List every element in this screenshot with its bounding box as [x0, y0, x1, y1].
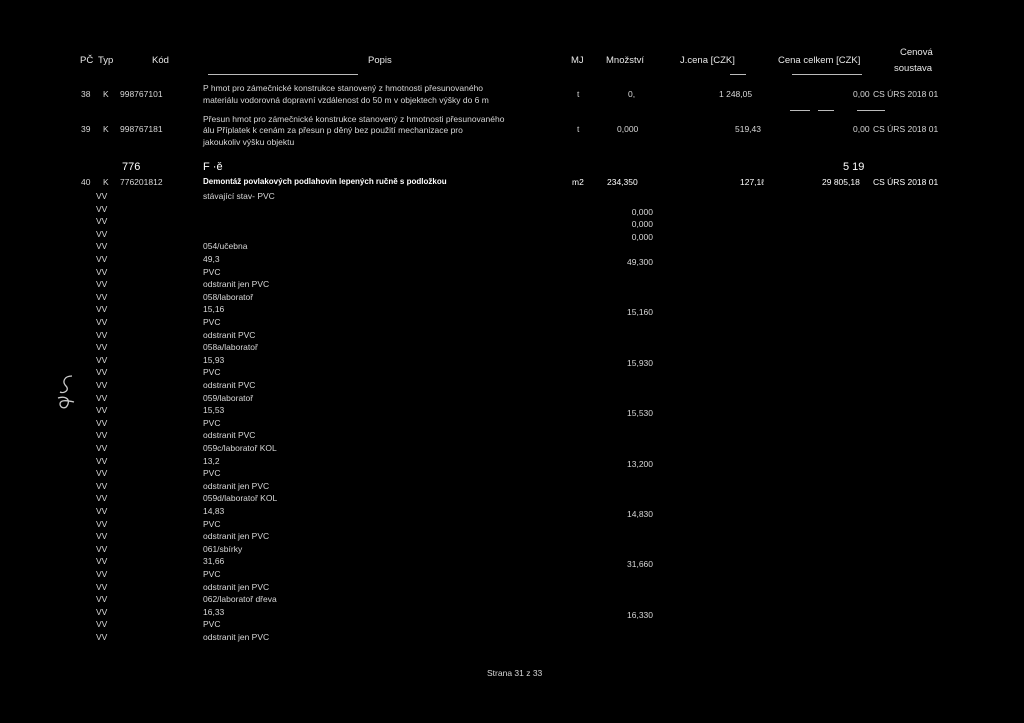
vv-text: 13,2 — [203, 456, 220, 466]
item-desc-line: Přesun hmot pro zámečnické konstrukce stanovený z hmotnosti přesunovaného — [203, 114, 505, 124]
vv-label: VV — [96, 355, 108, 365]
vv-label: VV — [96, 254, 108, 264]
vv-text: odstranit jen PVC — [203, 632, 270, 642]
col-popis: Popis — [368, 55, 392, 66]
vv-text: PVC — [203, 317, 221, 327]
vv-label: VV — [96, 619, 108, 629]
vv-text: 058a/laboratoř — [203, 342, 258, 352]
vv-text: 49,3 — [203, 254, 220, 264]
vv-quantity: 13,200 — [627, 459, 653, 469]
vv-label: VV — [96, 191, 108, 201]
vv-label: VV — [96, 556, 108, 566]
vv-label: VV — [96, 493, 108, 503]
rule — [857, 110, 885, 111]
item-mj: t — [577, 89, 580, 99]
item-kod: 776201812 — [120, 177, 163, 187]
vv-label: VV — [96, 481, 108, 491]
vv-text: 062/laboratoř dřeva — [203, 594, 277, 604]
item-soustava: CS ÚRS 2018 01 — [873, 177, 939, 187]
vv-label: VV — [96, 317, 108, 327]
item-celkem: 0,00 — [853, 89, 870, 99]
vv-text: PVC — [203, 619, 221, 629]
vv-label: VV — [96, 380, 108, 390]
section-total: 5 19 — [843, 161, 865, 173]
item-celkem: 0,00 — [853, 124, 870, 134]
section-name: F ·ě — [203, 161, 223, 173]
col-pc: PČ — [80, 55, 94, 66]
vv-text: odstranit PVC — [203, 330, 256, 340]
vv-text: 15,93 — [203, 355, 225, 365]
vv-label: VV — [96, 393, 108, 403]
vv-label: VV — [96, 607, 108, 617]
vv-label: VV — [96, 418, 108, 428]
item-jcena: 519,43 — [735, 124, 761, 134]
rule — [818, 110, 834, 111]
vv-text: 058/laboratoř — [203, 292, 254, 302]
vv-text: 15,16 — [203, 304, 225, 314]
vv-text: odstranit jen PVC — [203, 279, 270, 289]
vv-text: PVC — [203, 468, 221, 478]
vv-label: VV — [96, 304, 108, 314]
item-pc: 39 — [81, 124, 91, 134]
vv-text: 16,33 — [203, 607, 225, 617]
vv-quantity: 15,530 — [627, 408, 653, 418]
item-pc: 38 — [81, 89, 91, 99]
vv-label: VV — [96, 468, 108, 478]
vv-label: VV — [96, 216, 108, 226]
vv-label: VV — [96, 241, 108, 251]
item-jcena: 1 248,05 — [719, 89, 753, 99]
vv-text: PVC — [203, 569, 221, 579]
item-typ: K — [103, 177, 109, 187]
vv-quantity: 15,160 — [627, 307, 653, 317]
col-mnozstvi: Množství — [606, 55, 645, 66]
vv-label: VV — [96, 405, 108, 415]
vv-quantity: 0,000 — [631, 232, 653, 242]
item-desc-line: P hmot pro zámečnické konstrukce stanovený z hmotnosti přesunovaného — [203, 83, 484, 93]
col-jcena: J.cena [CZK] — [680, 55, 735, 66]
col-mj: MJ — [571, 55, 584, 66]
vv-text: PVC — [203, 519, 221, 529]
vv-text: 059d/laboratoř KOL — [203, 493, 278, 503]
vv-text: odstranit PVC — [203, 380, 256, 390]
vv-text: odstranit PVC — [203, 430, 256, 440]
item-typ: K — [103, 89, 109, 99]
vv-label: VV — [96, 292, 108, 302]
item-celkem: 29 805,18 — [822, 177, 860, 187]
vv-quantity: 14,830 — [627, 509, 653, 519]
vv-label: VV — [96, 229, 108, 239]
header-rule — [208, 74, 358, 75]
vv-text: odstranit jen PVC — [203, 582, 270, 592]
vv-label: VV — [96, 330, 108, 340]
vv-label: VV — [96, 582, 108, 592]
vv-label: VV — [96, 519, 108, 529]
vv-label: VV — [96, 569, 108, 579]
vv-label: VV — [96, 506, 108, 516]
vv-label: VV — [96, 456, 108, 466]
vv-quantity: 15,930 — [627, 358, 653, 368]
vv-text: 14,83 — [203, 506, 225, 516]
vv-label: VV — [96, 342, 108, 352]
col-kod: Kód — [152, 55, 169, 66]
vv-text: stávající stav- PVC — [203, 191, 275, 201]
col-typ: Typ — [98, 55, 114, 66]
vv-label: VV — [96, 430, 108, 440]
vv-quantity: 0,000 — [631, 207, 653, 217]
item-mnozstvi: 0,000 — [617, 124, 639, 134]
item-soustava: CS ÚRS 2018 01 — [873, 89, 939, 99]
vv-text: 059c/laboratoř KOL — [203, 443, 277, 453]
item-kod: 998767101 — [120, 89, 163, 99]
col-cena-celkem: Cena celkem [CZK] — [778, 55, 861, 66]
item-soustava: CS ÚRS 2018 01 — [873, 124, 939, 134]
vv-label: VV — [96, 204, 108, 214]
vv-label: VV — [96, 544, 108, 554]
item-mnozstvi: 234,350 — [607, 177, 638, 187]
vv-text: odstranit jen PVC — [203, 481, 270, 491]
vv-text: PVC — [203, 367, 221, 377]
vv-label: VV — [96, 367, 108, 377]
vv-text: odstranit jen PVC — [203, 531, 270, 541]
item-typ: K — [103, 124, 109, 134]
rule — [790, 110, 810, 111]
item-jcena: 127,1ℓ — [740, 177, 765, 187]
page-number: Strana 31 z 33 — [487, 668, 543, 678]
vv-text: 061/sbírky — [203, 544, 243, 554]
handwritten-mark — [54, 372, 80, 412]
vv-text: 31,66 — [203, 556, 225, 566]
vv-quantity: 16,330 — [627, 610, 653, 620]
vv-label: VV — [96, 279, 108, 289]
vv-label: VV — [96, 443, 108, 453]
vv-text: 054/učebna — [203, 241, 248, 251]
item-desc-line: jakoukoliv výšku objektu — [203, 137, 295, 147]
vv-label: VV — [96, 267, 108, 277]
vv-quantity: 0,000 — [631, 219, 653, 229]
col-soustava: soustava — [894, 63, 933, 74]
col-cenova: Cenová — [900, 47, 933, 58]
vv-text: PVC — [203, 267, 221, 277]
header-rule — [730, 74, 746, 75]
item-mnozstvi: 0, — [628, 89, 636, 99]
vv-text: 059/laboratoř — [203, 393, 254, 403]
vv-quantity: 31,660 — [627, 559, 653, 569]
vv-label: VV — [96, 594, 108, 604]
vv-text: PVC — [203, 418, 221, 428]
item-desc-line: materiálu vodorovná dopravní vzdálenost do 50 m v objektech výšky do 6 m — [203, 95, 489, 105]
vv-text: 15,53 — [203, 405, 225, 415]
item-pc: 40 — [81, 177, 91, 187]
item-desc-line: álu Příplatek k cenám za přesun p děný bez použití mechanizace pro — [203, 125, 463, 135]
item-mj: m2 — [572, 177, 584, 187]
vv-quantity: 49,300 — [627, 257, 653, 267]
item-desc: Demontáž povlakových podlahovin lepených ručně s podložkou — [203, 177, 447, 186]
section-code: 776 — [122, 161, 141, 173]
vv-label: VV — [96, 632, 108, 642]
vv-label: VV — [96, 531, 108, 541]
item-mj: t — [577, 124, 580, 134]
item-kod: 998767181 — [120, 124, 163, 134]
header-rule — [792, 74, 862, 75]
